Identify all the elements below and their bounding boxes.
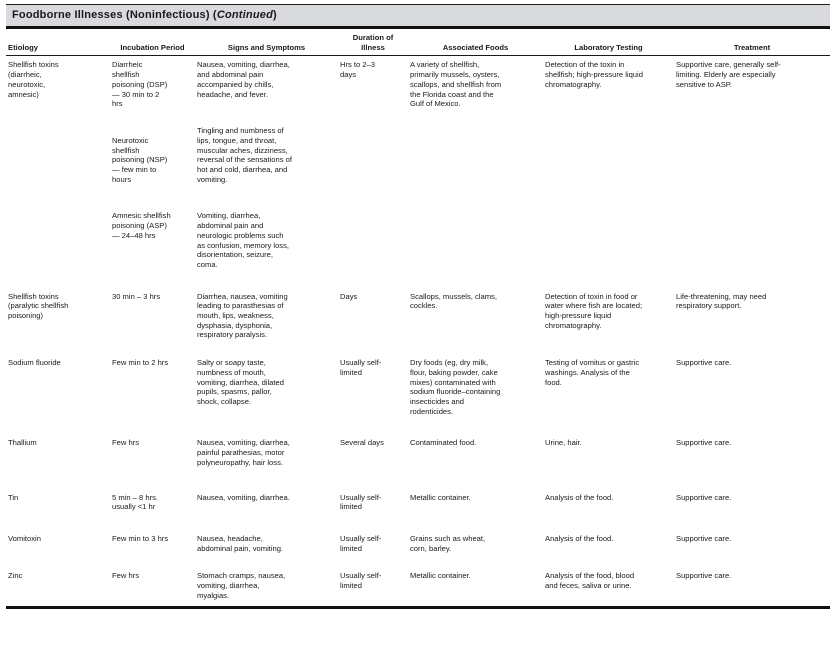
treatment-cell: Supportive care. bbox=[676, 571, 732, 581]
treatment-cell: Supportive care. bbox=[676, 492, 732, 502]
duration-cell: Usually self-limited bbox=[340, 571, 382, 591]
treatment-cell: Supportive care. bbox=[676, 438, 732, 448]
signs-cell: Salty or soapy taste, numbness of mouth, vomiting, diarrhea, dilated pupils, spasms, pallor, shock, collapse. bbox=[197, 358, 284, 406]
table-title: Foodborne Illnesses (Noninfectious) ( bbox=[12, 9, 217, 21]
etiology-cell: Shellfish toxins (paralytic shellfish poisoning) bbox=[8, 291, 69, 321]
duration-cell: Usually self-limited bbox=[340, 533, 382, 553]
incubation-cell: 30 min – 3 hrs bbox=[112, 291, 161, 301]
signs-cell: Diarrhea, nausea, vomiting leading to parasthesias of mouth, lips, weakness, dysphasia, dysphonia, respiratory paralysis. bbox=[197, 291, 288, 340]
column-header-etiology: Etiology bbox=[6, 29, 110, 56]
table-title-continued: Continued bbox=[216, 9, 273, 21]
foods-cell: Metallic container. bbox=[410, 571, 471, 581]
etiology-cell: Shellfish toxins (diarrheic, neurotoxic, amnesic) bbox=[8, 60, 59, 99]
signs-block-dsp: Nausea, vomiting, diarrhea, and abdominal pain accompanied by chills, headache, and fever. bbox=[197, 60, 290, 99]
incubation-cell: Few hrs bbox=[112, 438, 140, 448]
duration-cell: Days bbox=[340, 291, 358, 301]
illness-table bbox=[6, 29, 830, 606]
incubation-cell: Few min to 2 hrs bbox=[112, 358, 169, 368]
lab-cell: Analysis of the food, blood and feces, saliva or urine. bbox=[545, 571, 635, 591]
incubation-block-dsp: Diarrheic shellfish poisoning (DSP) — 30 min to 2 hrs bbox=[112, 60, 168, 109]
foods-cell: Grains such as wheat, corn, barley. bbox=[410, 533, 486, 553]
table-row bbox=[6, 489, 830, 530]
foods-cell: Metallic container. bbox=[410, 492, 471, 502]
signs-block-nsp: Tingling and numbness of lips, tongue, and throat, muscular aches, dizziness, reversal of the sensations of hot and cold, diarrhea, and vomiting. bbox=[197, 126, 292, 184]
lab-cell: Detection of toxin in food or water where fish are located; high-pressure liquid chromatography. bbox=[545, 291, 643, 330]
foods-cell: Contaminated food. bbox=[410, 438, 477, 448]
foods-cell: Scallops, mussels, clams, cockles. bbox=[410, 291, 497, 311]
table-row bbox=[6, 56, 830, 288]
table-row bbox=[6, 567, 830, 606]
foods-cell: Dry foods (eg, dry milk, flour, baking powder, cake mixes) contaminated with sodium fluoride–containing insecticides and rodenticides. bbox=[410, 358, 501, 416]
signs-cell: Nausea, vomiting, diarrhea. bbox=[197, 492, 290, 502]
table-row bbox=[6, 530, 830, 567]
treatment-cell: Life-threatening, may need respiratory support. bbox=[676, 291, 767, 311]
header-row bbox=[6, 29, 830, 56]
signs-block-asp: Vomiting, diarrhea, abdominal pain and neurologic problems such as confusion, memory loss, disorientation, seizure, coma. bbox=[197, 211, 290, 269]
incubation-block-asp: Amnesic shellfish poisoning (ASP) — 24–48 hrs bbox=[112, 211, 171, 240]
etiology-cell: Sodium fluoride bbox=[8, 358, 61, 368]
signs-cell: Nausea, headache, abdominal pain, vomiting. bbox=[197, 533, 284, 553]
duration-cell: Hrs to 2–3 days bbox=[340, 60, 376, 80]
table-row bbox=[6, 288, 830, 355]
lab-cell: Analysis of the food. bbox=[545, 492, 614, 502]
etiology-cell: Zinc bbox=[8, 571, 23, 581]
lab-cell: Analysis of the food. bbox=[545, 533, 614, 543]
column-header-incubation-period: Incubation Period bbox=[110, 29, 195, 56]
treatment-cell: Supportive care, generally self-limiting. Elderly are especially sensitive to ASP. bbox=[676, 60, 781, 89]
column-header-treatment: Treatment bbox=[674, 29, 830, 56]
lab-cell: Detection of the toxin in shellfish; high-pressure liquid chromatography. bbox=[545, 60, 643, 89]
etiology-cell: Thallium bbox=[8, 438, 37, 448]
bottom-rule bbox=[6, 606, 830, 609]
table-row bbox=[6, 354, 830, 434]
lab-cell: Urine, hair. bbox=[545, 438, 582, 448]
etiology-cell: Tin bbox=[8, 492, 19, 502]
table-row bbox=[6, 434, 830, 488]
treatment-cell: Supportive care. bbox=[676, 533, 732, 543]
foods-cell: A variety of shellfish, primarily mussels, oysters, scallops, and shellfish from the Florida coast and the Gulf of Mexico. bbox=[410, 60, 502, 109]
lab-cell: Testing of vomitus or gastric washings. Analysis of the food. bbox=[545, 358, 640, 387]
signs-cell bbox=[195, 56, 338, 288]
column-header-signs-symptoms: Signs and Symptoms bbox=[195, 29, 338, 56]
duration-cell: Several days bbox=[340, 438, 384, 448]
incubation-cell: 5 min – 8 hrs. usually <1 hr bbox=[112, 492, 159, 512]
etiology-cell: Vomitoxin bbox=[8, 533, 41, 543]
table-title-close-paren: ) bbox=[273, 9, 277, 21]
incubation-cell bbox=[110, 56, 195, 288]
signs-cell: Stomach cramps, nausea, vomiting, diarrhea, myalgias. bbox=[197, 571, 286, 600]
table-title-band bbox=[6, 5, 830, 26]
incubation-block-nsp: Neurotoxic shellfish poisoning (NSP) — few min to hours bbox=[112, 135, 168, 184]
treatment-cell: Supportive care. bbox=[676, 358, 732, 368]
signs-cell: Nausea, vomiting, diarrhea, painful parathesias, motor polyneuropathy, hair loss. bbox=[197, 438, 290, 467]
incubation-cell: Few min to 3 hrs bbox=[112, 533, 169, 543]
column-header-associated-foods: Associated Foods bbox=[408, 29, 543, 56]
incubation-cell: Few hrs bbox=[112, 571, 140, 581]
duration-cell: Usually self-limited bbox=[340, 492, 382, 512]
column-header-laboratory-testing: Laboratory Testing bbox=[543, 29, 674, 56]
duration-cell: Usually self-limited bbox=[340, 358, 382, 377]
column-header-duration: Duration of Illness bbox=[338, 29, 408, 56]
